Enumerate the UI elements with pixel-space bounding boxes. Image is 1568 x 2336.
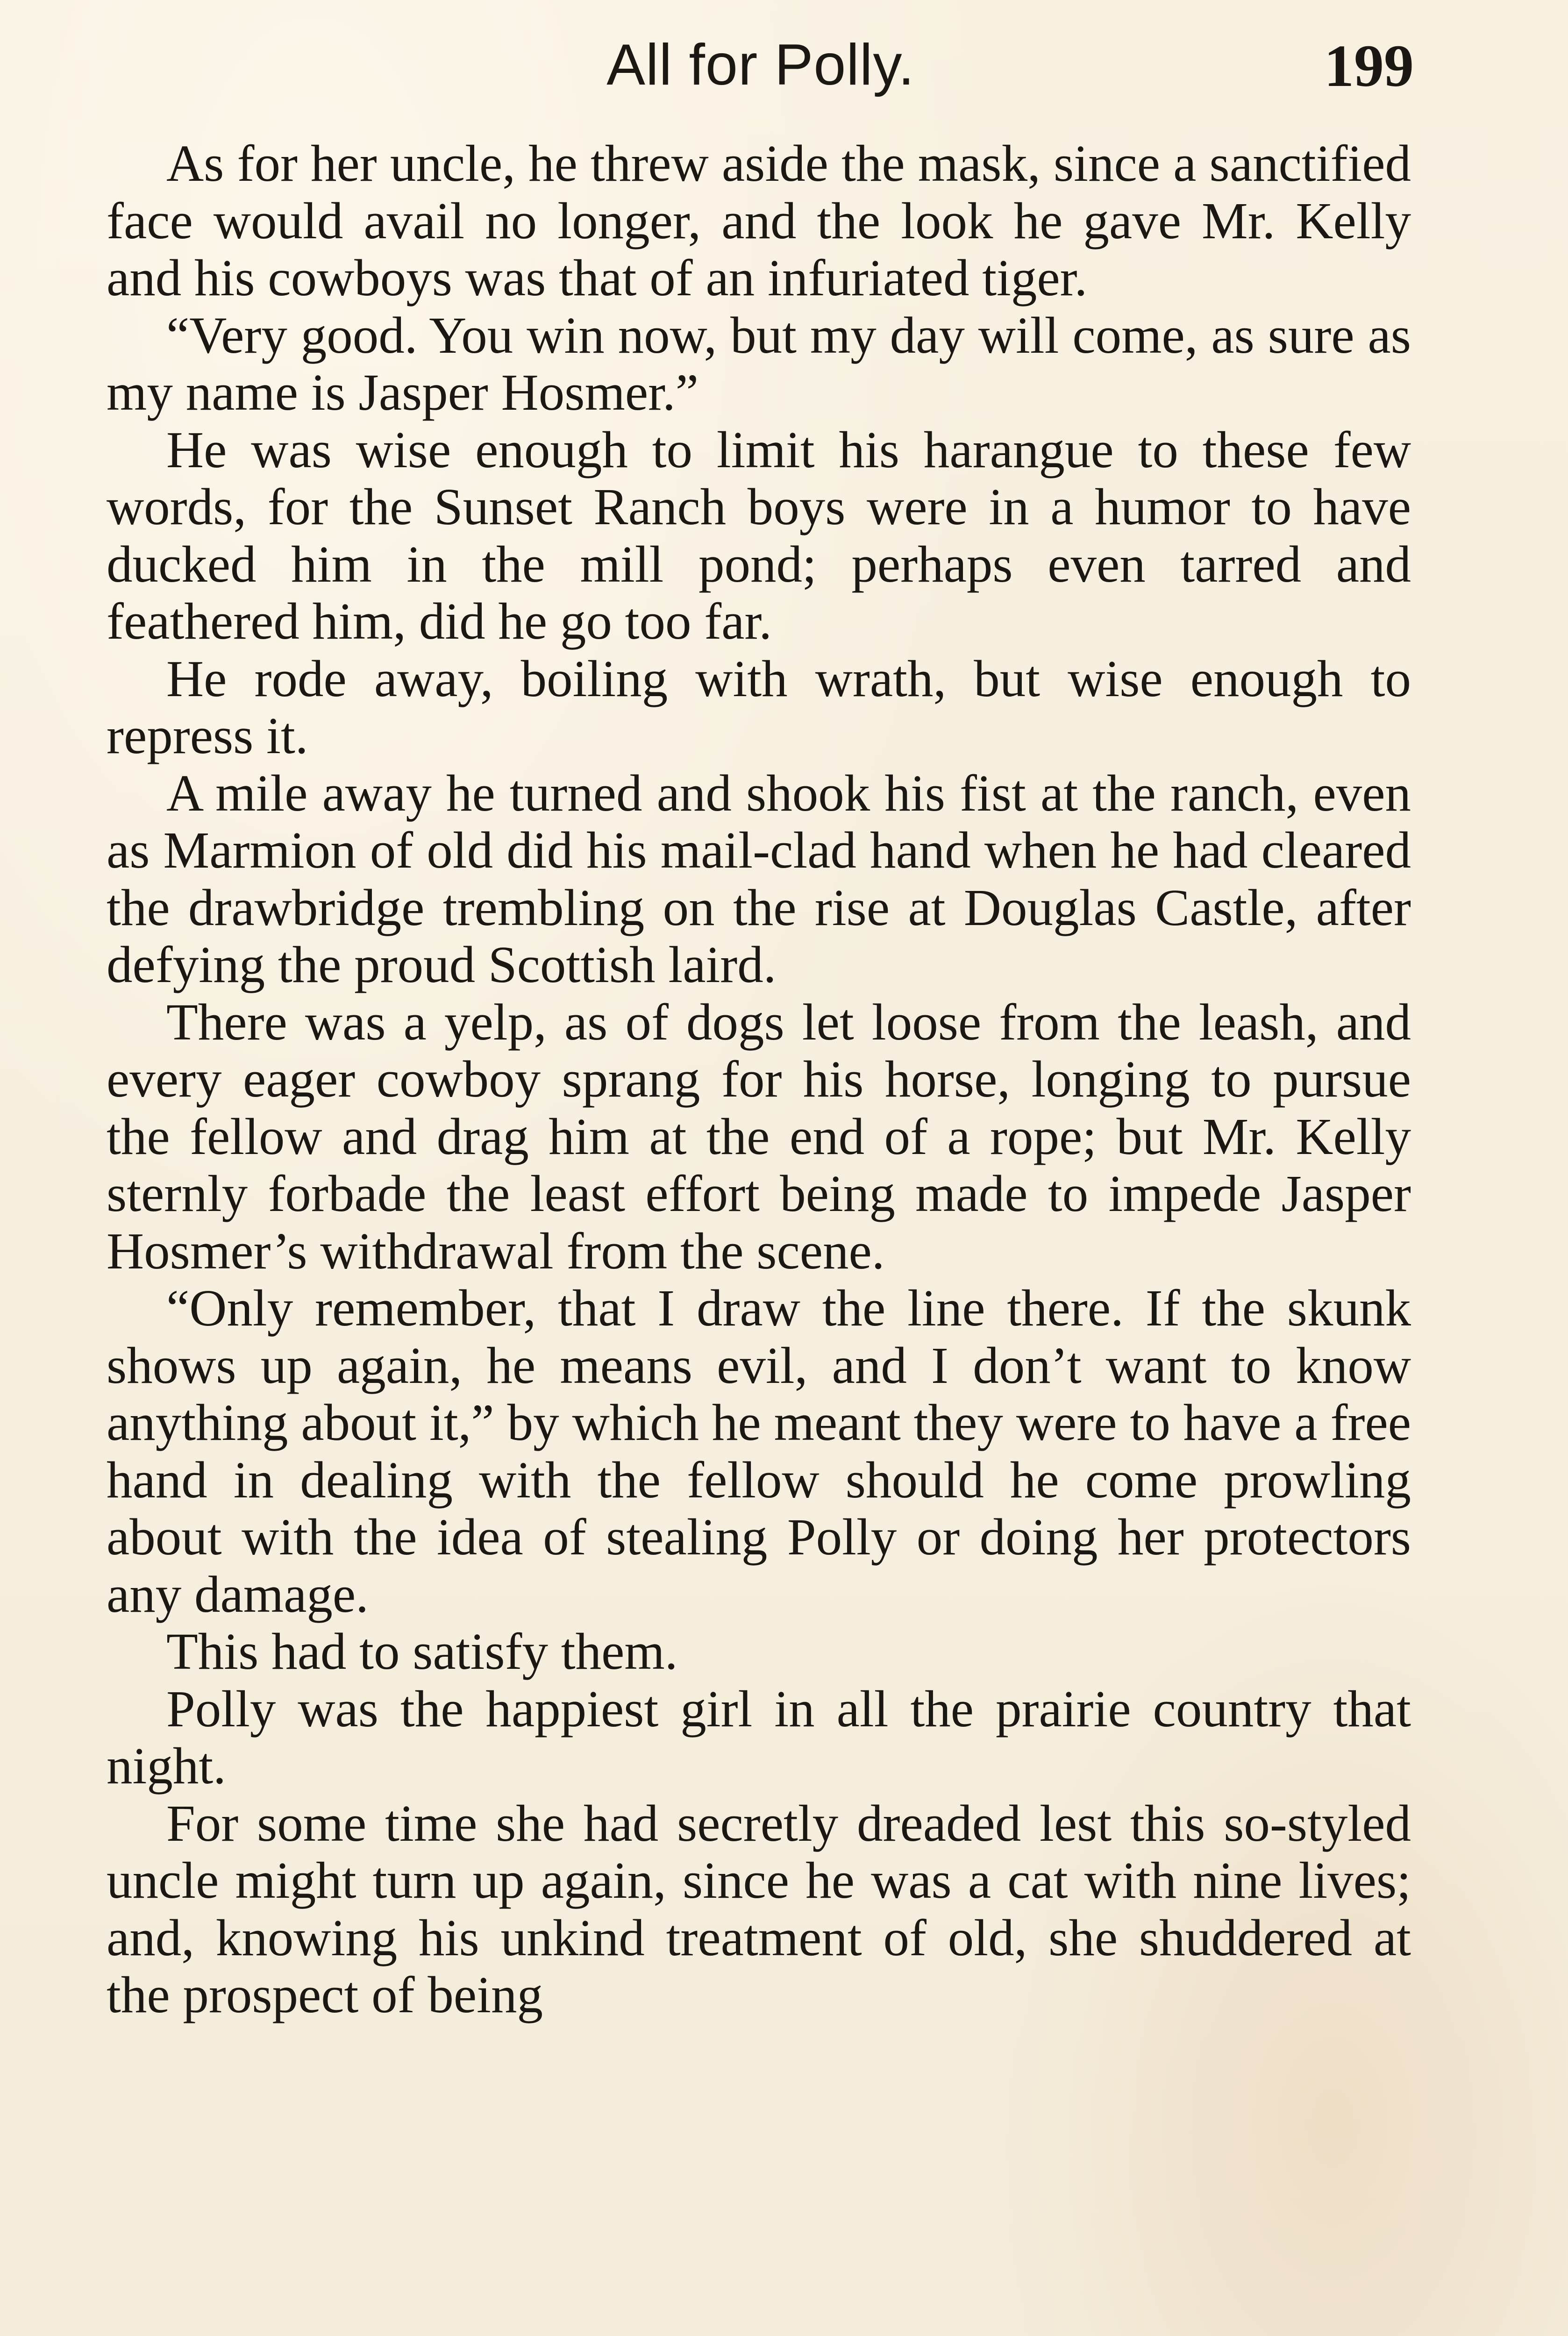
paragraph: Polly was the happiest girl in all the prairie country that night. (107, 1680, 1411, 1795)
paragraph: There was a yelp, as of dogs let loose from the leash, and every eager cowboy sprang for his horse, longing to pursue the fellow and drag him at the end of a rope; but Mr. Kelly sternly forbade the least effort being made to impede Jasper Hosmer’s withdrawal from the scene. (107, 993, 1411, 1280)
paragraph: “Only remember, that I draw the line there. If the skunk shows up again, he means evil, and I don’t want to know anything about it,” by which he meant they were to have a free hand in dealing with the fellow should he come prowling about with the idea of stealing Polly or doing her protectors any damage. (107, 1280, 1411, 1624)
page-header (107, 27, 1414, 107)
body-text (107, 135, 1411, 2024)
page-number: 199 (1324, 33, 1414, 99)
paragraph: He rode away, boiling with wrath, but wise enough to repress it. (107, 650, 1411, 765)
paragraph: As for her uncle, he threw aside the mask, since a sanctified face would avail no longer, and the look he gave Mr. Kelly and his cowboys was that of an infuriated tiger. (107, 135, 1411, 307)
paragraph: This had to satisfy them. (166, 1623, 678, 1681)
paragraph: “Very good. You win now, but my day will come, as sure as my name is Jasper Hosmer.” (107, 306, 1411, 421)
paragraph: For some time she had secretly dreaded lest this so-styled uncle might turn up again, since he was a cat with nine lives; and, knowing his unkind treatment of old, she shuddered at the prospect of being (107, 1795, 1411, 2024)
paragraph: He was wise enough to limit his harangue to these few words, for the Sunset Ranch boys were in a humor to have ducked him in the mill pond; perhaps even tarred and feathered him, did he go too far. (107, 421, 1411, 650)
running-title: All for Polly. (606, 33, 915, 97)
paragraph: A mile away he turned and shook his fist at the ranch, even as Marmion of old did his mail-clad hand when he had cleared the drawbridge trembling on the rise at Douglas Castle, after defying the proud Scottish laird. (107, 764, 1411, 994)
